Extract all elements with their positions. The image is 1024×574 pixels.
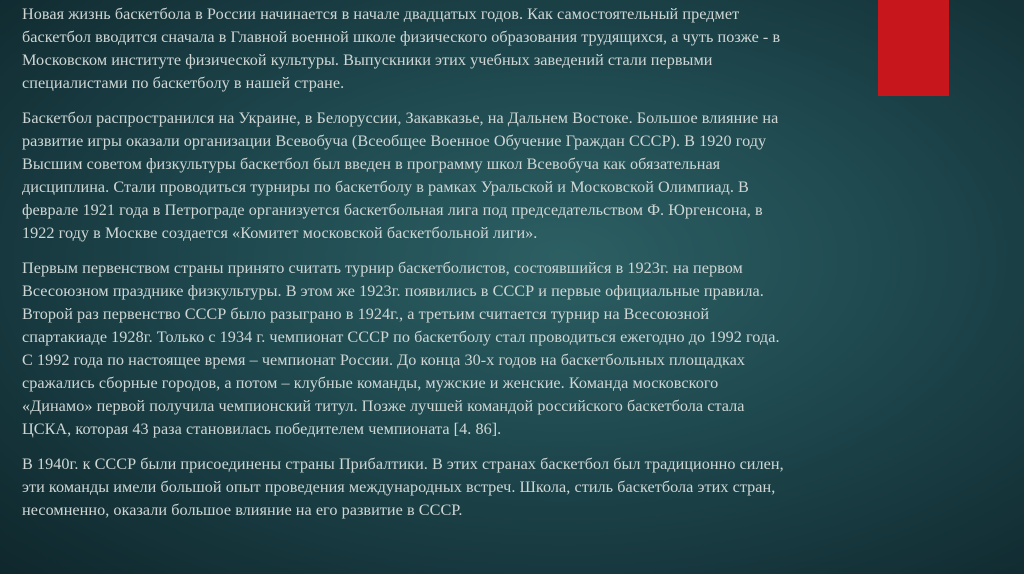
- text-line: феврале 1921 года в Петрограде организуется баскетбольная лига под председательством Ф. Юргенсона, в: [22, 201, 763, 219]
- text-line: несомненно, оказали большое влияние на его развитие в СССР.: [22, 501, 463, 519]
- text-line: Баскетбол распространился на Украине, в Белоруссии, Закавказье, на Дальнем Востоке. Большое влияние на: [22, 109, 779, 127]
- text-line: 1922 году в Москве создается «Комитет московской баскетбольной лиги».: [22, 224, 538, 242]
- paragraph-1: [22, 3, 1002, 95]
- paragraph-3: [22, 257, 1002, 441]
- text-line: Первым первенством страны принято считать турнир баскетболистов, состоявшийся в 1923г. на первом: [22, 259, 743, 277]
- text-line: «Динамо» первой получила чемпионский титул. Позже лучшей командой российского баскетбола стала: [22, 397, 745, 415]
- paragraph-4: [22, 453, 1002, 522]
- text-line: дисциплина. Стали проводиться турниры по баскетболу в рамках Уральской и Московской Олимпиад. В: [22, 178, 749, 196]
- text-line: В 1940г. к СССР были присоединены страны Прибалтики. В этих странах баскетбол был традиционно силен,: [22, 455, 784, 473]
- text-line: Второй раз первенство СССР было разыграно в 1924г., а третьим считается турнир на Всесоюзной: [22, 305, 710, 323]
- text-line: эти команды имели большой опыт проведения международных встреч. Школа, стиль баскетбола этих стран,: [22, 478, 776, 496]
- text-line: развитие игры оказали организации Всевобуча (Всеобщее Военное Обучение Граждан СССР). В 1920 году: [22, 132, 767, 150]
- slide-content: [22, 3, 1002, 534]
- text-line: специалистами по баскетболу в нашей стране.: [22, 74, 345, 92]
- text-line: Всесоюзном празднике физкультуры. В этом же 1923г. появились в СССР и первые официальные правила.: [22, 282, 764, 300]
- paragraph-2: [22, 107, 1002, 245]
- text-line: Новая жизнь баскетбола в России начинается в начале двадцатых годов. Как самостоятельный предмет: [22, 5, 740, 23]
- text-line: баскетбол вводится сначала в Главной военной школе физического образования трудящихся, а чуть позже - в: [22, 28, 781, 46]
- text-line: С 1992 года по настоящее время – чемпионат России. До конца 30-х годов на баскетбольных площадках: [22, 351, 746, 369]
- text-line: сражались сборные городов, а потом – клубные команды, мужские и женские. Команда московского: [22, 374, 719, 392]
- text-line: Высшим советом физкультуры баскетбол был введен в программу школ Всевобуча как обязательная: [22, 155, 721, 173]
- text-line: спартакиаде 1928г. Только с 1934 г. чемпионат СССР по баскетболу стал проводиться ежегодно до 1992 года.: [22, 328, 780, 346]
- text-line: Московском институте физической культуры. Выпускники этих учебных заведений стали первыми: [22, 51, 713, 69]
- text-line: ЦСКА, которая 43 раза становилась победителем чемпионата [4. 86].: [22, 420, 502, 438]
